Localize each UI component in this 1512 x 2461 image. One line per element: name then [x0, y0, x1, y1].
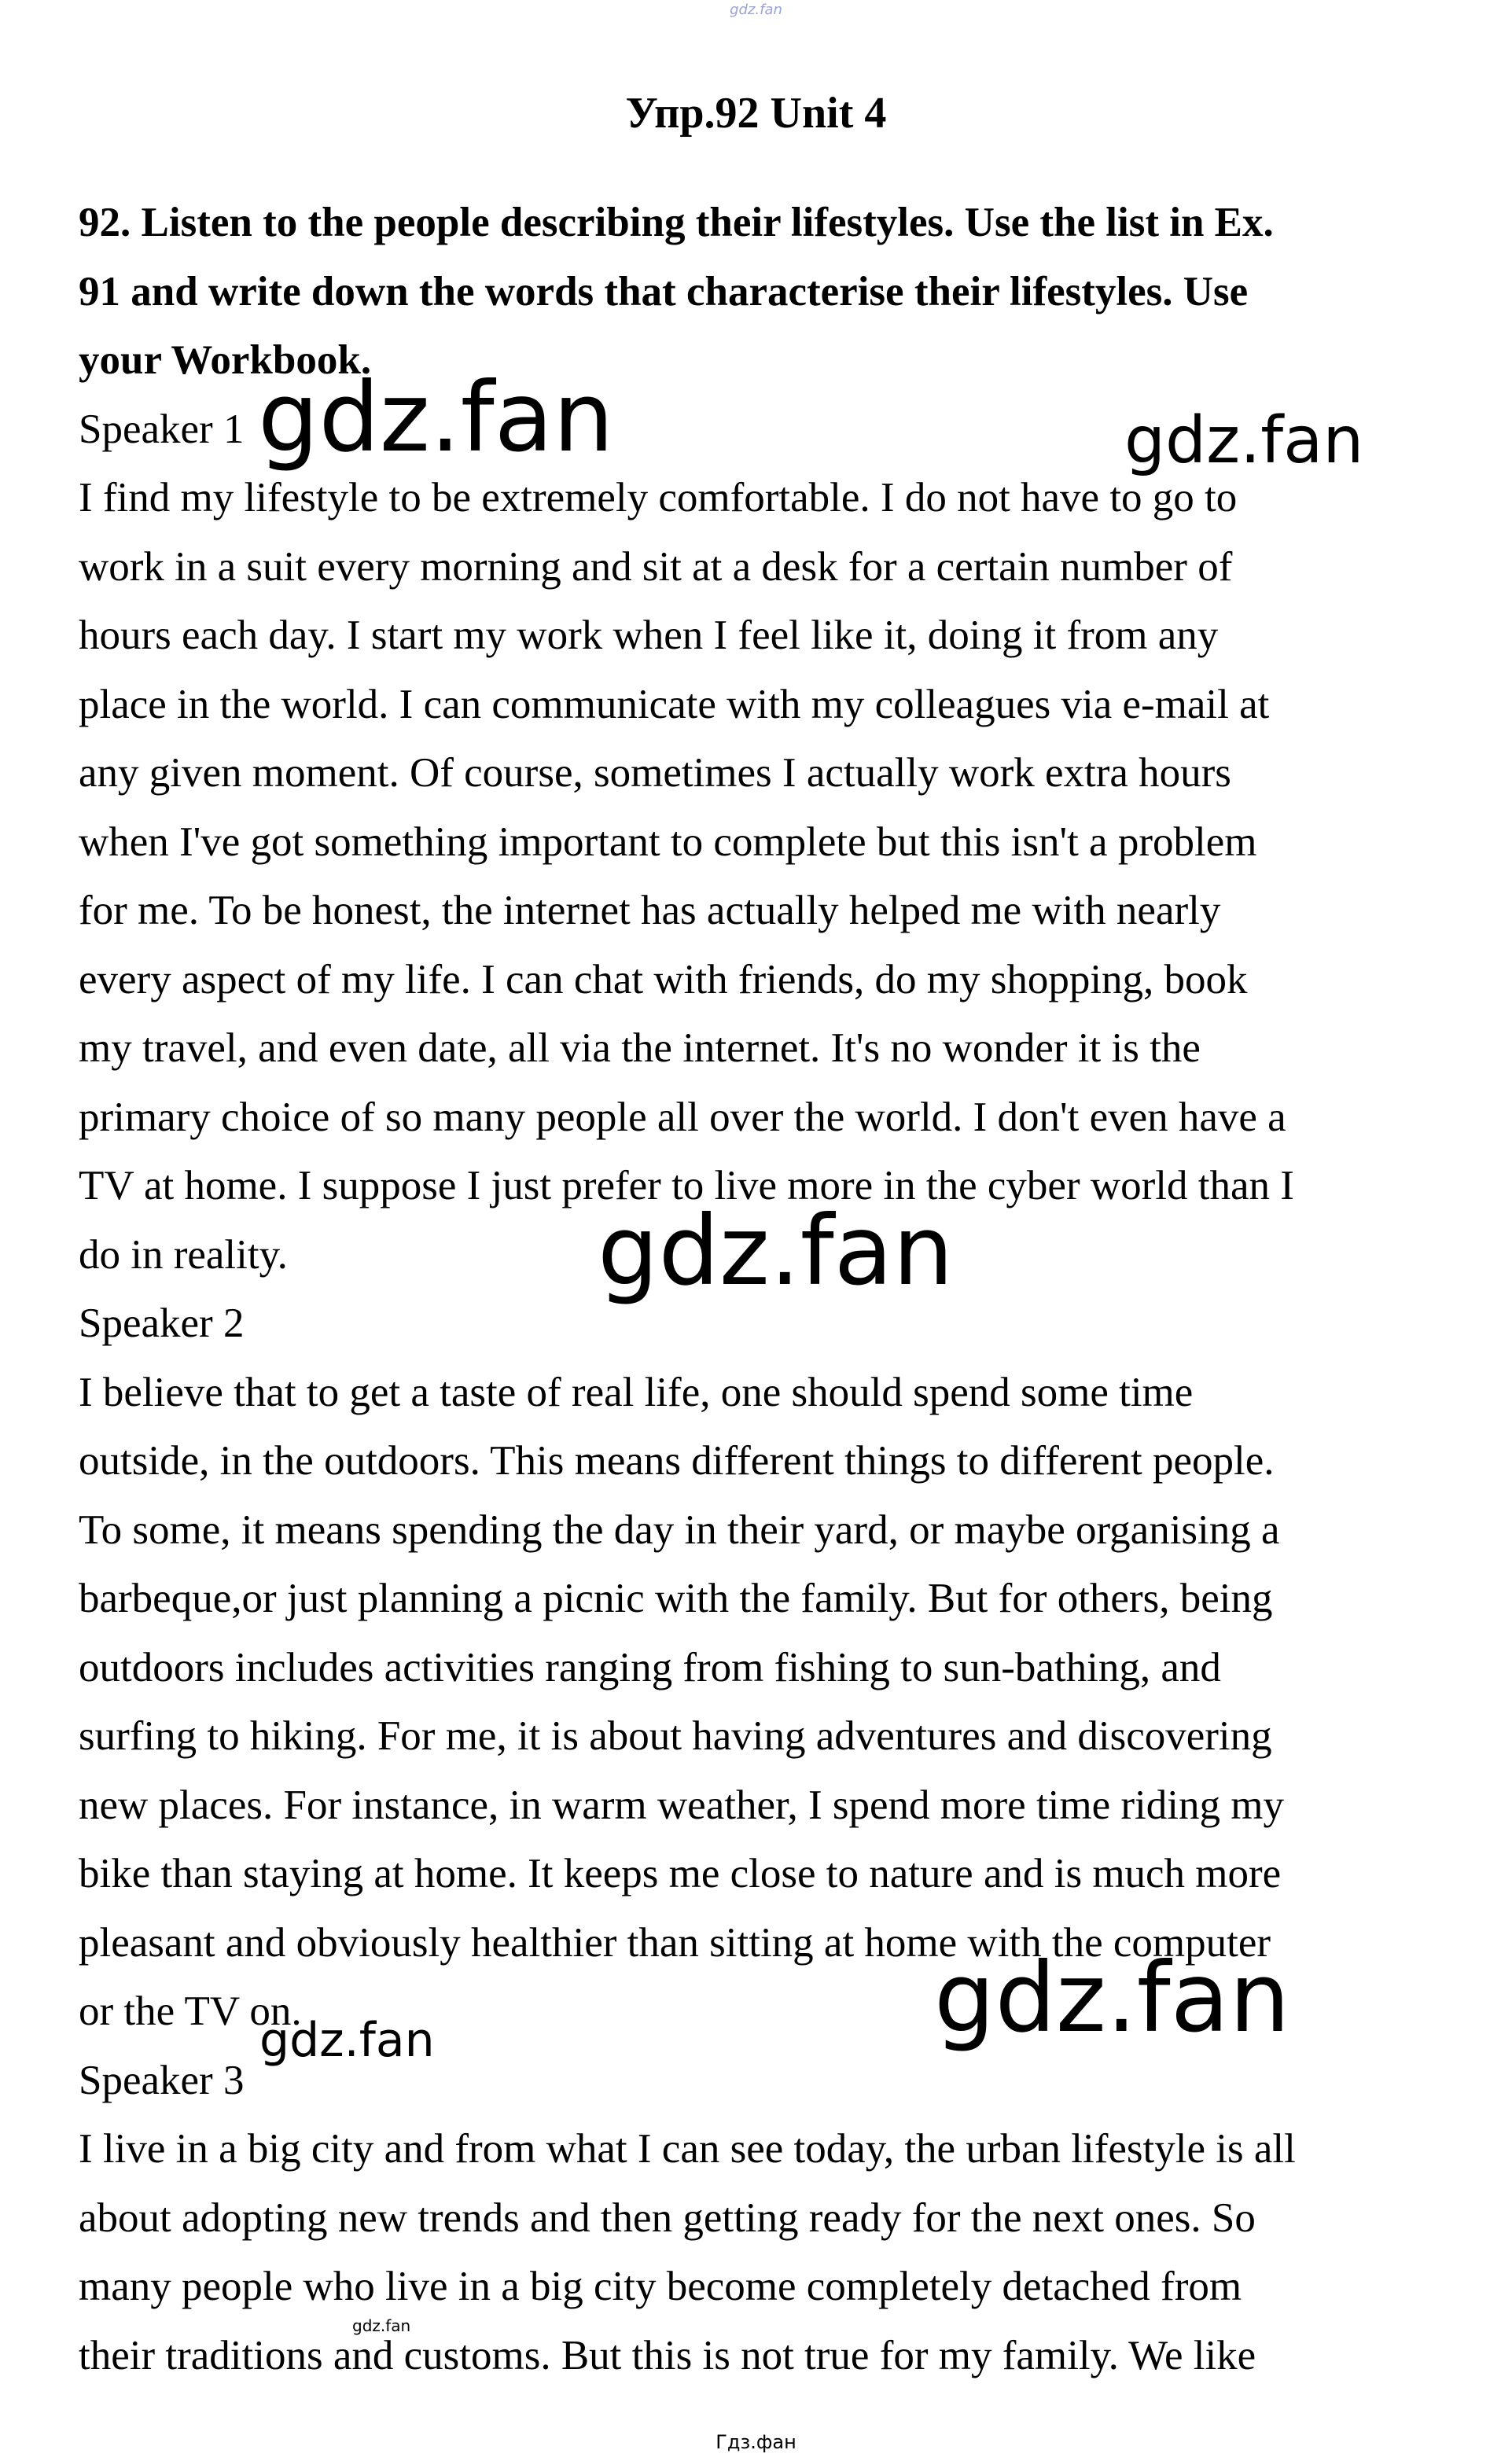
speaker-2-line: bike than staying at home. It keeps me close to nature and is much more: [79, 1851, 1282, 1896]
speaker-2-line: barbeque,or just planning a picnic with the family. But for others, being: [79, 1576, 1273, 1621]
speaker-1-line: primary choice of so many people all over the world. I don't even have a: [79, 1094, 1286, 1140]
speaker-1-line: do in reality.: [79, 1231, 288, 1278]
speaker-1-line: my travel, and even date, all via the internet. It's no wonder it is the: [79, 1025, 1201, 1071]
speaker-2-line: I believe that to get a taste of real life, one should spend some time: [79, 1369, 1194, 1415]
speaker-2-line: outside, in the outdoors. This means different things to different people.: [79, 1438, 1275, 1484]
speaker-1-label: Speaker 1: [79, 406, 245, 452]
speaker-3-line: their traditions and customs. But this is not true for my family. We like: [79, 2332, 1256, 2378]
speaker-2-line: pleasant and obviously healthier than sitting at home with the computer: [79, 1919, 1271, 1966]
speaker-3-line: I live in a big city and from what I can see today, the urban lifestyle is all: [79, 2126, 1296, 2172]
speaker-1-line: place in the world. I can communicate with my colleagues via e-mail at: [79, 681, 1270, 727]
page-title: Упр.92 Unit 4: [625, 89, 887, 138]
speaker-1-line: hours each day. I start my work when I feel like it, doing it from any: [79, 612, 1219, 658]
watermark: gdz.fan: [259, 2013, 435, 2068]
speaker-2-line: or the TV on.: [79, 1988, 302, 2034]
speaker-2-label: Speaker 2: [79, 1300, 245, 1346]
watermark: gdz.fan: [934, 1942, 1290, 2054]
watermark: gdz.fan: [258, 362, 614, 473]
watermark: gdz.fan: [1124, 403, 1364, 478]
speaker-2-line: outdoors includes activities ranging from fishing to sun-bathing, and: [79, 1644, 1221, 1690]
speaker-3-line: about adopting new trends and then getting ready for the next ones. So: [79, 2194, 1256, 2241]
watermark: gdz.fan: [598, 1195, 954, 1307]
speaker-1-line: TV at home. I suppose I just prefer to live more in the cyber world than I: [79, 1163, 1294, 1208]
speaker-1-line: when I've got something important to complete but this isn't a problem: [79, 818, 1257, 865]
speaker-1-line: I find my lifestyle to be extremely comfortable. I do not have to go to: [79, 475, 1238, 521]
task-line: your Workbook.: [79, 337, 372, 383]
speaker-3-label: Speaker 3: [79, 2057, 245, 2103]
speaker-1-line: for me. To be honest, the internet has actually helped me with nearly: [79, 888, 1221, 933]
speaker-2-line: surfing to hiking. For me, it is about having adventures and discovering: [79, 1713, 1272, 1759]
speaker-1-line: any given moment. Of course, sometimes I actually work extra hours: [79, 750, 1231, 796]
speaker-3-line: many people who live in a big city become completely detached from: [79, 2264, 1242, 2309]
footer-watermark: Гдз.фан: [716, 2431, 796, 2453]
speaker-2-line: To some, it means spending the day in their yard, or maybe organising a: [79, 1506, 1280, 1553]
task-line: 91 and write down the words that characterise their lifestyles. Use: [79, 268, 1249, 315]
top-watermark: gdz.fan: [730, 2, 782, 18]
task-line: 92. Listen to the people describing their lifestyles. Use the list in Ex.: [79, 200, 1274, 245]
speaker-1-line: work in a suit every morning and sit at a desk for a certain number of: [79, 543, 1233, 590]
watermark: gdz.fan: [352, 2316, 411, 2335]
speaker-1-line: every aspect of my life. I can chat with friends, do my shopping, book: [79, 956, 1248, 1002]
speaker-2-line: new places. For instance, in warm weather, I spend more time riding my: [79, 1782, 1284, 1828]
